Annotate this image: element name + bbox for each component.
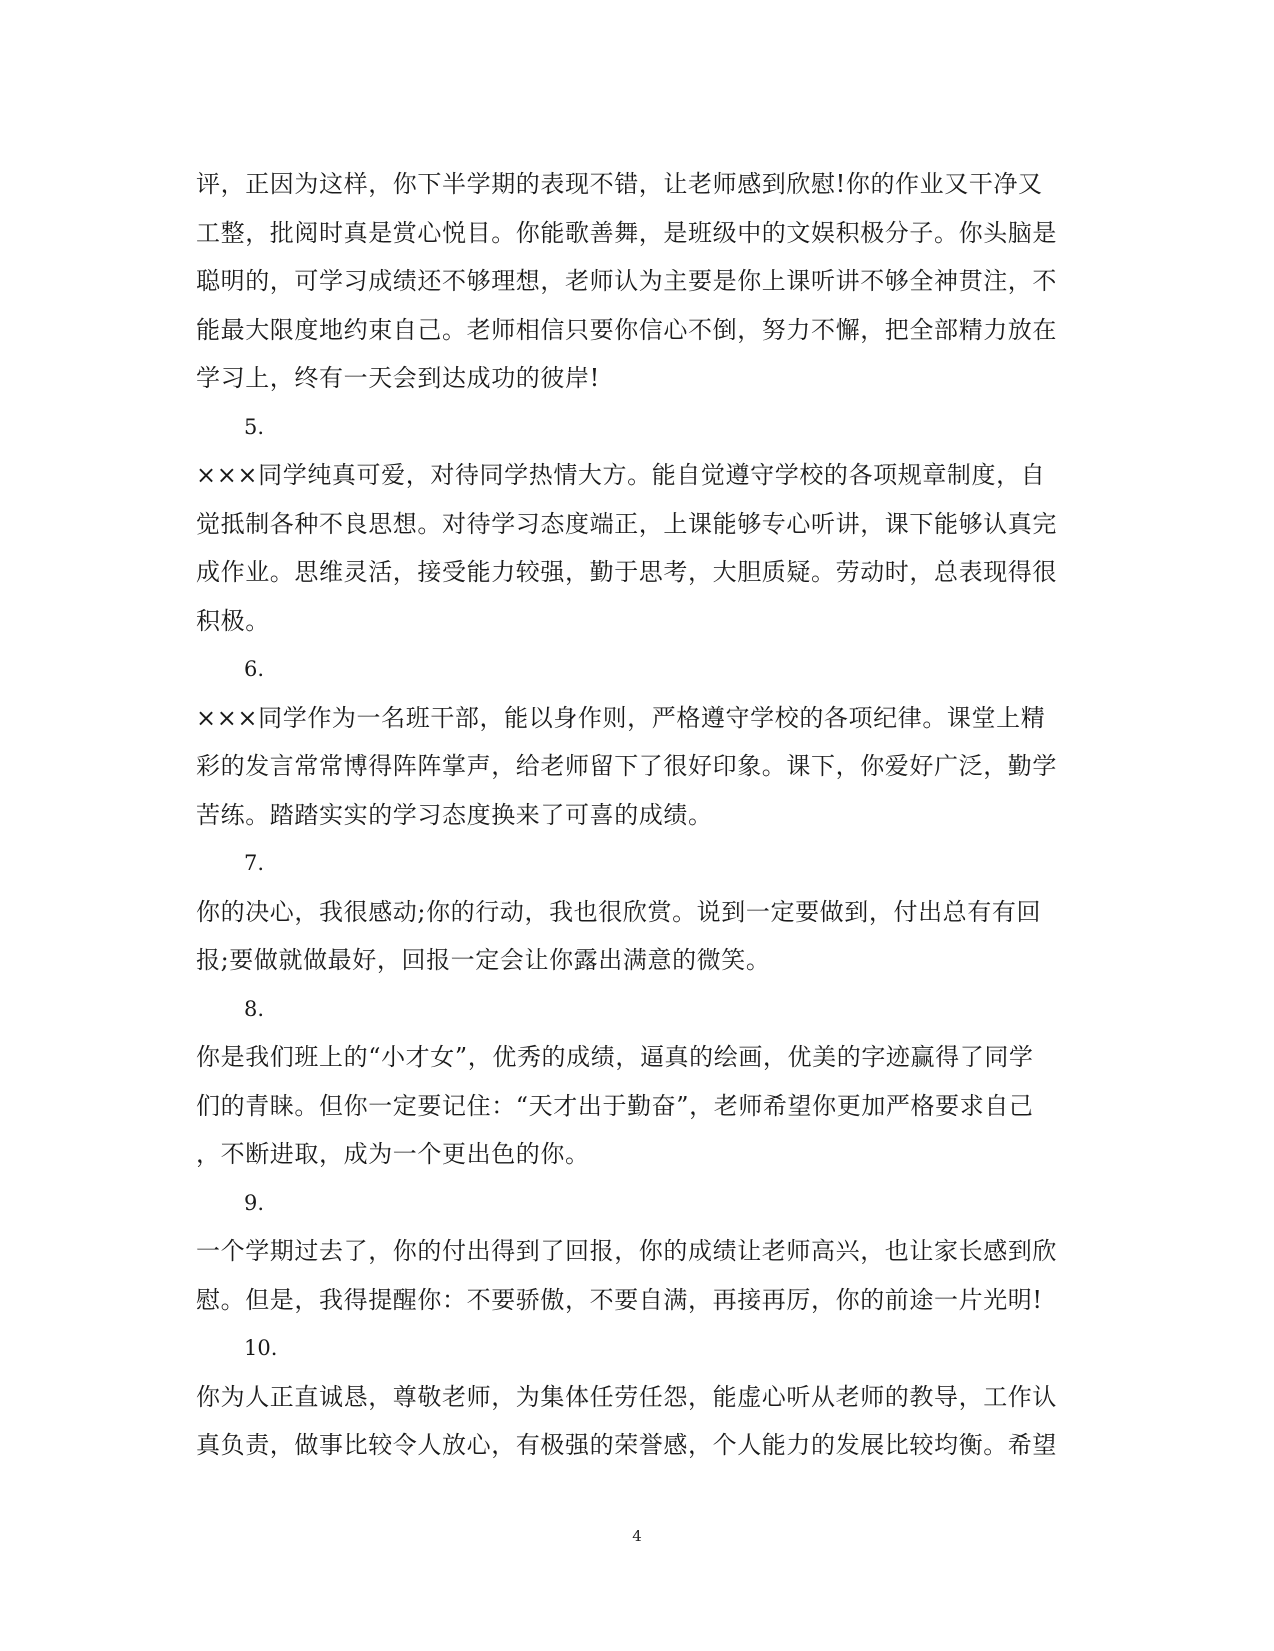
item-number: 7. bbox=[244, 851, 265, 875]
text-line: 觉抵制各种不良思想。对待学习态度端正，上课能够专心听讲，课下能够认真完 bbox=[196, 509, 1057, 538]
text-line: 能最大限度地约束自己。老师相信只要你信心不倒，努力不懈，把全部精力放在 bbox=[196, 315, 1057, 344]
text-line: 评，正因为这样，你下半学期的表现不错，让老师感到欣慰!你的作业又干净又 bbox=[196, 170, 1043, 198]
item-number: 8. bbox=[244, 996, 265, 1021]
text-line: 聪明的，可学习成绩还不够理想，老师认为主要是你上课听讲不够全神贯注，不 bbox=[196, 267, 1057, 295]
page-number: 4 bbox=[632, 1527, 642, 1545]
text-line: ，不断进取，成为一个更出色的你。 bbox=[196, 1140, 590, 1168]
item-number: 5. bbox=[244, 414, 265, 439]
text-line: 彩的发言常常博得阵阵掌声，给老师留下了很好印象。课下，你爱好广泛，勤学 bbox=[196, 752, 1057, 780]
text-line: 慰。但是，我得提醒你：不要骄傲，不要自满，再接再厉，你的前途一片光明! bbox=[196, 1285, 1043, 1314]
text-line: 成作业。思维灵活，接受能力较强，勤于思考，大胆质疑。劳动时，总表现得很 bbox=[196, 558, 1057, 586]
text-line: 一个学期过去了，你的付出得到了回报，你的成绩让老师高兴，也让家长感到欣 bbox=[196, 1237, 1057, 1265]
text-line: ×××同学纯真可爱，对待同学热情大方。能自觉遵守学校的各项规章制度，自 bbox=[196, 461, 1046, 489]
item-number: 9. bbox=[244, 1190, 265, 1215]
text-line: 苦练。踏踏实实的学习态度换来了可喜的成绩。 bbox=[196, 800, 713, 829]
text-line: 你为人正直诚恳，尊敬老师，为集体任劳任怨，能虚心听从老师的教导，工作认 bbox=[196, 1382, 1057, 1411]
text-line: 你的决心，我很感动;你的行动，我也很欣赏。说到一定要做到，付出总有有回 bbox=[196, 897, 1042, 926]
text-line: 真负责，做事比较令人放心，有极强的荣誉感，个人能力的发展比较均衡。希望 bbox=[196, 1431, 1057, 1459]
text-line: 报;要做就做最好，回报一定会让你露出满意的微笑。 bbox=[196, 946, 771, 974]
text-line: 你是我们班上的“小才女”，优秀的成绩，逼真的绘画，优美的字迹赢得了同学 bbox=[196, 1043, 1034, 1071]
text-line: 积极。 bbox=[196, 606, 270, 635]
text-line: ×××同学作为一名班干部，能以身作则，严格遵守学校的各项纪律。课堂上精 bbox=[196, 703, 1046, 732]
text-line: 们的青睐。但你一定要记住：“天才出于勤奋”，老师希望你更加严格要求自己 bbox=[196, 1091, 1034, 1120]
text-line: 学习上，终有一天会到达成功的彼岸! bbox=[196, 364, 600, 392]
item-number: 10. bbox=[244, 1336, 278, 1360]
item-number: 6. bbox=[244, 657, 265, 681]
text-line: 工整，批阅时真是赏心悦目。你能歌善舞，是班级中的文娱积极分子。你头脑是 bbox=[196, 218, 1057, 247]
document-body bbox=[196, 160, 1076, 1470]
